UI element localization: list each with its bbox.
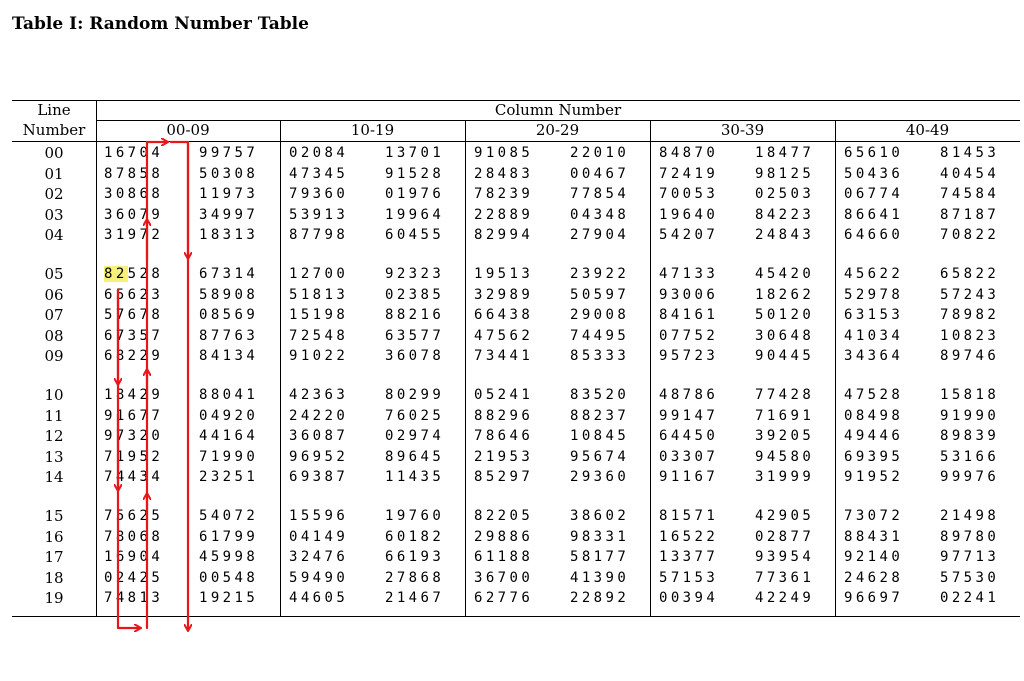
line-number: 04 — [44, 226, 64, 245]
random-digit-block: 67357 — [104, 327, 164, 344]
random-digit-block: 81453 — [940, 145, 1000, 161]
random-digit-block: 79360 — [289, 186, 349, 203]
group-divider-2 — [465, 120, 466, 616]
random-digit-block: 53166 — [940, 448, 1000, 465]
random-digit-block: 00548 — [199, 569, 259, 586]
random-digit-block: 88431 — [844, 528, 904, 545]
random-digit-block: 60455 — [385, 227, 445, 244]
line-number: 03 — [44, 205, 64, 224]
random-digit-block: 65610 — [844, 145, 904, 161]
column-group-header: 00-09 — [166, 121, 210, 139]
column-number-header: Column Number — [494, 101, 622, 119]
random-digit-block: 38602 — [570, 508, 630, 524]
random-digit-block: 98331 — [570, 528, 630, 545]
random-digit-block: 95674 — [570, 448, 630, 465]
random-digit-block: 19964 — [385, 206, 445, 223]
column-group-header: 30-39 — [720, 121, 765, 139]
line-number: 09 — [44, 347, 64, 366]
random-digit-block: 53913 — [289, 206, 349, 223]
bottom-rule — [12, 616, 1020, 617]
line-number: 08 — [44, 326, 64, 345]
random-digit-block: 91677 — [104, 407, 164, 424]
random-digit-block: 10823 — [940, 327, 1000, 344]
random-digit-block: 64450 — [659, 428, 719, 445]
random-digit-block: 99147 — [659, 407, 719, 424]
random-digit-block: 84161 — [659, 307, 719, 324]
random-digit-block: 81571 — [659, 508, 719, 524]
random-digit-block: 64660 — [844, 227, 904, 244]
random-digit-block: 27904 — [570, 227, 630, 244]
random-digit-block: 39205 — [755, 428, 815, 445]
random-digit-block: 57530 — [940, 569, 1000, 586]
line-number: 17 — [44, 548, 64, 567]
random-digit-block: 69387 — [289, 469, 349, 486]
random-digit-block: 47345 — [289, 165, 349, 182]
random-digit-block: 02974 — [385, 428, 445, 445]
random-digit-block: 13377 — [659, 549, 719, 566]
random-digit-block: 91085 — [474, 145, 534, 161]
random-digit-block: 24628 — [844, 569, 904, 586]
random-digit-block: 94580 — [755, 448, 815, 465]
random-digit-block: 84134 — [199, 348, 259, 365]
random-digit-block: 04348 — [570, 206, 630, 223]
random-digit-block: 77428 — [755, 387, 815, 403]
random-digit-block: 71990 — [199, 448, 259, 465]
random-digit-block: 08498 — [844, 407, 904, 424]
random-digit-block: 98125 — [755, 165, 815, 182]
random-digit-block: 15596 — [289, 508, 349, 524]
random-digit-block: 19760 — [385, 508, 445, 524]
random-digit-block: 91167 — [659, 469, 719, 486]
line-number: 11 — [44, 406, 64, 425]
random-digit-block: 67314 — [199, 266, 259, 282]
random-digit-block: 24220 — [289, 407, 349, 424]
random-digit-block: 88216 — [385, 307, 445, 324]
random-digit-block: 75625 — [104, 508, 164, 524]
random-digit-block: 50120 — [755, 307, 815, 324]
random-digit-block: 42363 — [289, 387, 349, 403]
random-digit-block: 82205 — [474, 508, 534, 524]
random-digit-block: 41034 — [844, 327, 904, 344]
random-digit-block: 76025 — [385, 407, 445, 424]
random-digit-block: 23251 — [199, 469, 259, 486]
random-digit-block: 87858 — [104, 165, 164, 182]
line-number: 19 — [44, 589, 64, 608]
line-number: 01 — [44, 164, 64, 183]
group-divider-4 — [835, 120, 836, 616]
random-digit-block: 47562 — [474, 327, 534, 344]
column-group-header: 20-29 — [535, 121, 580, 139]
random-digit-block: 45622 — [844, 266, 904, 282]
random-digit-block: 18313 — [199, 227, 259, 244]
random-digit-block: 52978 — [844, 286, 904, 303]
random-digit-block: 10845 — [570, 428, 630, 445]
random-digit-block: 40454 — [940, 165, 1000, 182]
random-digit-block: 22892 — [570, 590, 630, 607]
random-digit-block: 31972 — [104, 227, 164, 244]
line-number: 00 — [44, 144, 64, 162]
random-digit-block: 19513 — [474, 266, 534, 282]
random-digit-block: 08569 — [199, 307, 259, 324]
random-digit-block: 04149 — [289, 528, 349, 545]
random-digit-block: 66193 — [385, 549, 445, 566]
random-digit-block: 96697 — [844, 590, 904, 607]
random-digit-block: 21498 — [940, 508, 1000, 524]
random-digit-block: 31999 — [755, 469, 815, 486]
random-digit-block: 57678 — [104, 307, 164, 324]
random-digit-block: 61799 — [199, 528, 259, 545]
random-digit-block: 11973 — [199, 186, 259, 203]
random-digit-block: 99976 — [940, 469, 1000, 486]
random-digit-block: 36078 — [385, 348, 445, 365]
random-digit-block: 36079 — [104, 206, 164, 223]
random-digit-block: 36087 — [289, 428, 349, 445]
random-digit-block: 73072 — [844, 508, 904, 524]
random-digit-block: 02084 — [289, 145, 349, 161]
random-digit-block: 62776 — [474, 590, 534, 607]
random-digit-block: 68229 — [104, 348, 164, 365]
random-digit-block: 92140 — [844, 549, 904, 566]
random-digit-block: 69395 — [844, 448, 904, 465]
random-digit-block: 02241 — [940, 590, 1000, 607]
random-digit-block: 65623 — [104, 286, 164, 303]
random-digit-block: 88296 — [474, 407, 534, 424]
line-number: 18 — [44, 568, 64, 587]
random-digit-block: 49446 — [844, 428, 904, 445]
random-digit-block: 65822 — [940, 266, 1000, 282]
line-number: 02 — [44, 185, 64, 204]
random-digit-block: 13701 — [385, 145, 445, 161]
random-digit-block: 30868 — [104, 186, 164, 203]
random-digit-block: 89746 — [940, 348, 1000, 365]
random-digit-block: 87187 — [940, 206, 1000, 223]
random-digit-block: 06774 — [844, 186, 904, 203]
random-digit-block: 50436 — [844, 165, 904, 182]
random-digit-block: 82994 — [474, 227, 534, 244]
random-digit-block: 78646 — [474, 428, 534, 445]
random-digit-block: 78068 — [104, 528, 164, 545]
random-digit-block: 74495 — [570, 327, 630, 344]
random-digit-block: 63153 — [844, 307, 904, 324]
random-digit-block: 95723 — [659, 348, 719, 365]
random-digit-block: 18262 — [755, 286, 815, 303]
random-digit-block: 02877 — [755, 528, 815, 545]
random-digit-block: 85333 — [570, 348, 630, 365]
random-digit-block: 12700 — [289, 266, 349, 282]
random-digit-block: 57153 — [659, 569, 719, 586]
random-digit-block: 47133 — [659, 266, 719, 282]
random-digit-block: 89780 — [940, 528, 1000, 545]
random-digit-block: 24843 — [755, 227, 815, 244]
random-digit-block: 59490 — [289, 569, 349, 586]
random-digit-block: 27868 — [385, 569, 445, 586]
random-digit-block: 84223 — [755, 206, 815, 223]
random-digit-block: 48786 — [659, 387, 719, 403]
random-digit-block: 96952 — [289, 448, 349, 465]
random-digit-block: 02385 — [385, 286, 445, 303]
group-divider-3 — [650, 120, 651, 616]
random-digit-block: 71691 — [755, 407, 815, 424]
random-digit-block: 87798 — [289, 227, 349, 244]
random-digit-block: 47528 — [844, 387, 904, 403]
remaining-digits: 528 — [127, 266, 164, 282]
random-digit-block: 58908 — [199, 286, 259, 303]
random-digit-block: 21953 — [474, 448, 534, 465]
random-digit-block: 19215 — [199, 590, 259, 607]
random-digit-block: 18477 — [755, 145, 815, 161]
random-digit-block: 15198 — [289, 307, 349, 324]
line-number: 14 — [44, 468, 64, 487]
random-digit-block: 18429 — [104, 387, 164, 403]
random-digit-block: 16522 — [659, 528, 719, 545]
random-digit-block: 80299 — [385, 387, 445, 403]
random-digit-block: 29008 — [570, 307, 630, 324]
random-digit-block: 92323 — [385, 266, 445, 282]
random-digit-block: 71952 — [104, 448, 164, 465]
random-digit-block: 72419 — [659, 165, 719, 182]
random-digit-block: 87763 — [199, 327, 259, 344]
random-digit-block: 60182 — [385, 528, 445, 545]
random-digit-block: 01976 — [385, 186, 445, 203]
random-digit-block: 21467 — [385, 590, 445, 607]
random-digit-block: 85297 — [474, 469, 534, 486]
random-digit-block: 29886 — [474, 528, 534, 545]
random-digit-block: 45998 — [199, 549, 259, 566]
random-digit-block: 78239 — [474, 186, 534, 203]
random-digit-block: 83520 — [570, 387, 630, 403]
random-digit-block: 05241 — [474, 387, 534, 403]
random-digit-block: 97320 — [104, 428, 164, 445]
line-number: 12 — [44, 427, 64, 446]
header-bottom-rule — [12, 141, 1020, 142]
random-digit-block: 78982 — [940, 307, 1000, 324]
random-digit-block: 00467 — [570, 165, 630, 182]
line-header-2: Number — [22, 121, 86, 139]
random-digit-block: 97713 — [940, 549, 1000, 566]
page-title: Table I: Random Number Table — [12, 14, 309, 34]
line-number: 16 — [44, 527, 64, 546]
random-digit-block: 77361 — [755, 569, 815, 586]
random-digit-block: 11435 — [385, 469, 445, 486]
random-digit-block: 77854 — [570, 186, 630, 203]
random-digit-block: 93954 — [755, 549, 815, 566]
random-digit-block: 89645 — [385, 448, 445, 465]
random-digit-block: 42249 — [755, 590, 815, 607]
random-digit-block: 72548 — [289, 327, 349, 344]
random-digit-block: 36700 — [474, 569, 534, 586]
random-digit-block: 15818 — [940, 387, 1000, 403]
highlighted-digits: 82 — [104, 266, 128, 282]
random-digit-block: 34997 — [199, 206, 259, 223]
line-col-divider — [96, 100, 97, 616]
random-digit-block: 74584 — [940, 186, 1000, 203]
random-digit-block: 84870 — [659, 145, 719, 161]
random-digit-block: 74434 — [104, 469, 164, 486]
random-digit-block: 91528 — [385, 165, 445, 182]
random-digit-block: 70822 — [940, 227, 1000, 244]
random-digit-block: 74813 — [104, 590, 164, 607]
random-digit-block: 03307 — [659, 448, 719, 465]
random-digit-block: 70053 — [659, 186, 719, 203]
random-digit-block: 45420 — [755, 266, 815, 282]
random-digit-block: 32989 — [474, 286, 534, 303]
group-divider-1 — [280, 120, 281, 616]
random-digit-block: 89839 — [940, 428, 1000, 445]
random-digit-block: 99757 — [199, 145, 259, 161]
random-digit-block: 61188 — [474, 549, 534, 566]
random-digit-block: 54207 — [659, 227, 719, 244]
random-digit-block: 44164 — [199, 428, 259, 445]
random-digit-block: 04920 — [199, 407, 259, 424]
random-digit-block: 93006 — [659, 286, 719, 303]
random-digit-block: 32476 — [289, 549, 349, 566]
random-digit-block: 54072 — [199, 508, 259, 524]
random-digit-block: 58177 — [570, 549, 630, 566]
random-digit-block: 41390 — [570, 569, 630, 586]
random-digit-block: 57243 — [940, 286, 1000, 303]
random-digit-block: 50597 — [570, 286, 630, 303]
random-digit-block: 00394 — [659, 590, 719, 607]
random-digit-block: 91952 — [844, 469, 904, 486]
random-digit-block: 02425 — [104, 569, 164, 586]
random-digit-block: 44605 — [289, 590, 349, 607]
random-digit-block: 30648 — [755, 327, 815, 344]
random-digit-block: 34364 — [844, 348, 904, 365]
column-group-header: 10-19 — [350, 121, 395, 139]
random-digit-block: 29360 — [570, 469, 630, 486]
line-number: 15 — [44, 507, 64, 525]
random-digit-block: 91022 — [289, 348, 349, 365]
random-digit-block: 91990 — [940, 407, 1000, 424]
line-number: 10 — [44, 386, 64, 404]
random-digit-block: 28483 — [474, 165, 534, 182]
line-header-1: Line — [37, 101, 71, 119]
random-digit-block: 63577 — [385, 327, 445, 344]
random-digit-block: 07752 — [659, 327, 719, 344]
column-group-header: 40-49 — [905, 121, 950, 139]
random-digit-block: 02503 — [755, 186, 815, 203]
line-number: 07 — [44, 306, 64, 325]
random-digit-block: 88041 — [199, 387, 259, 403]
random-digit-block: 51813 — [289, 286, 349, 303]
random-digit-block: 88237 — [570, 407, 630, 424]
random-digit-block: 66438 — [474, 307, 534, 324]
random-digit-block: 23922 — [570, 266, 630, 282]
random-digit-block: 42905 — [755, 508, 815, 524]
random-digit-block: 16704 — [104, 145, 164, 161]
random-digit-block — [104, 264, 163, 284]
line-number: 05 — [44, 265, 64, 283]
random-digit-block: 86641 — [844, 206, 904, 223]
random-digit-block: 16904 — [104, 549, 164, 566]
random-digit-block: 73441 — [474, 348, 534, 365]
line-number: 13 — [44, 447, 64, 466]
random-digit-block: 22889 — [474, 206, 534, 223]
random-digit-block: 90445 — [755, 348, 815, 365]
random-digit-block: 50308 — [199, 165, 259, 182]
arrow-path-down-right — [171, 142, 188, 630]
line-number: 06 — [44, 285, 64, 304]
random-digit-block: 19640 — [659, 206, 719, 223]
random-digit-block: 22010 — [570, 145, 630, 161]
